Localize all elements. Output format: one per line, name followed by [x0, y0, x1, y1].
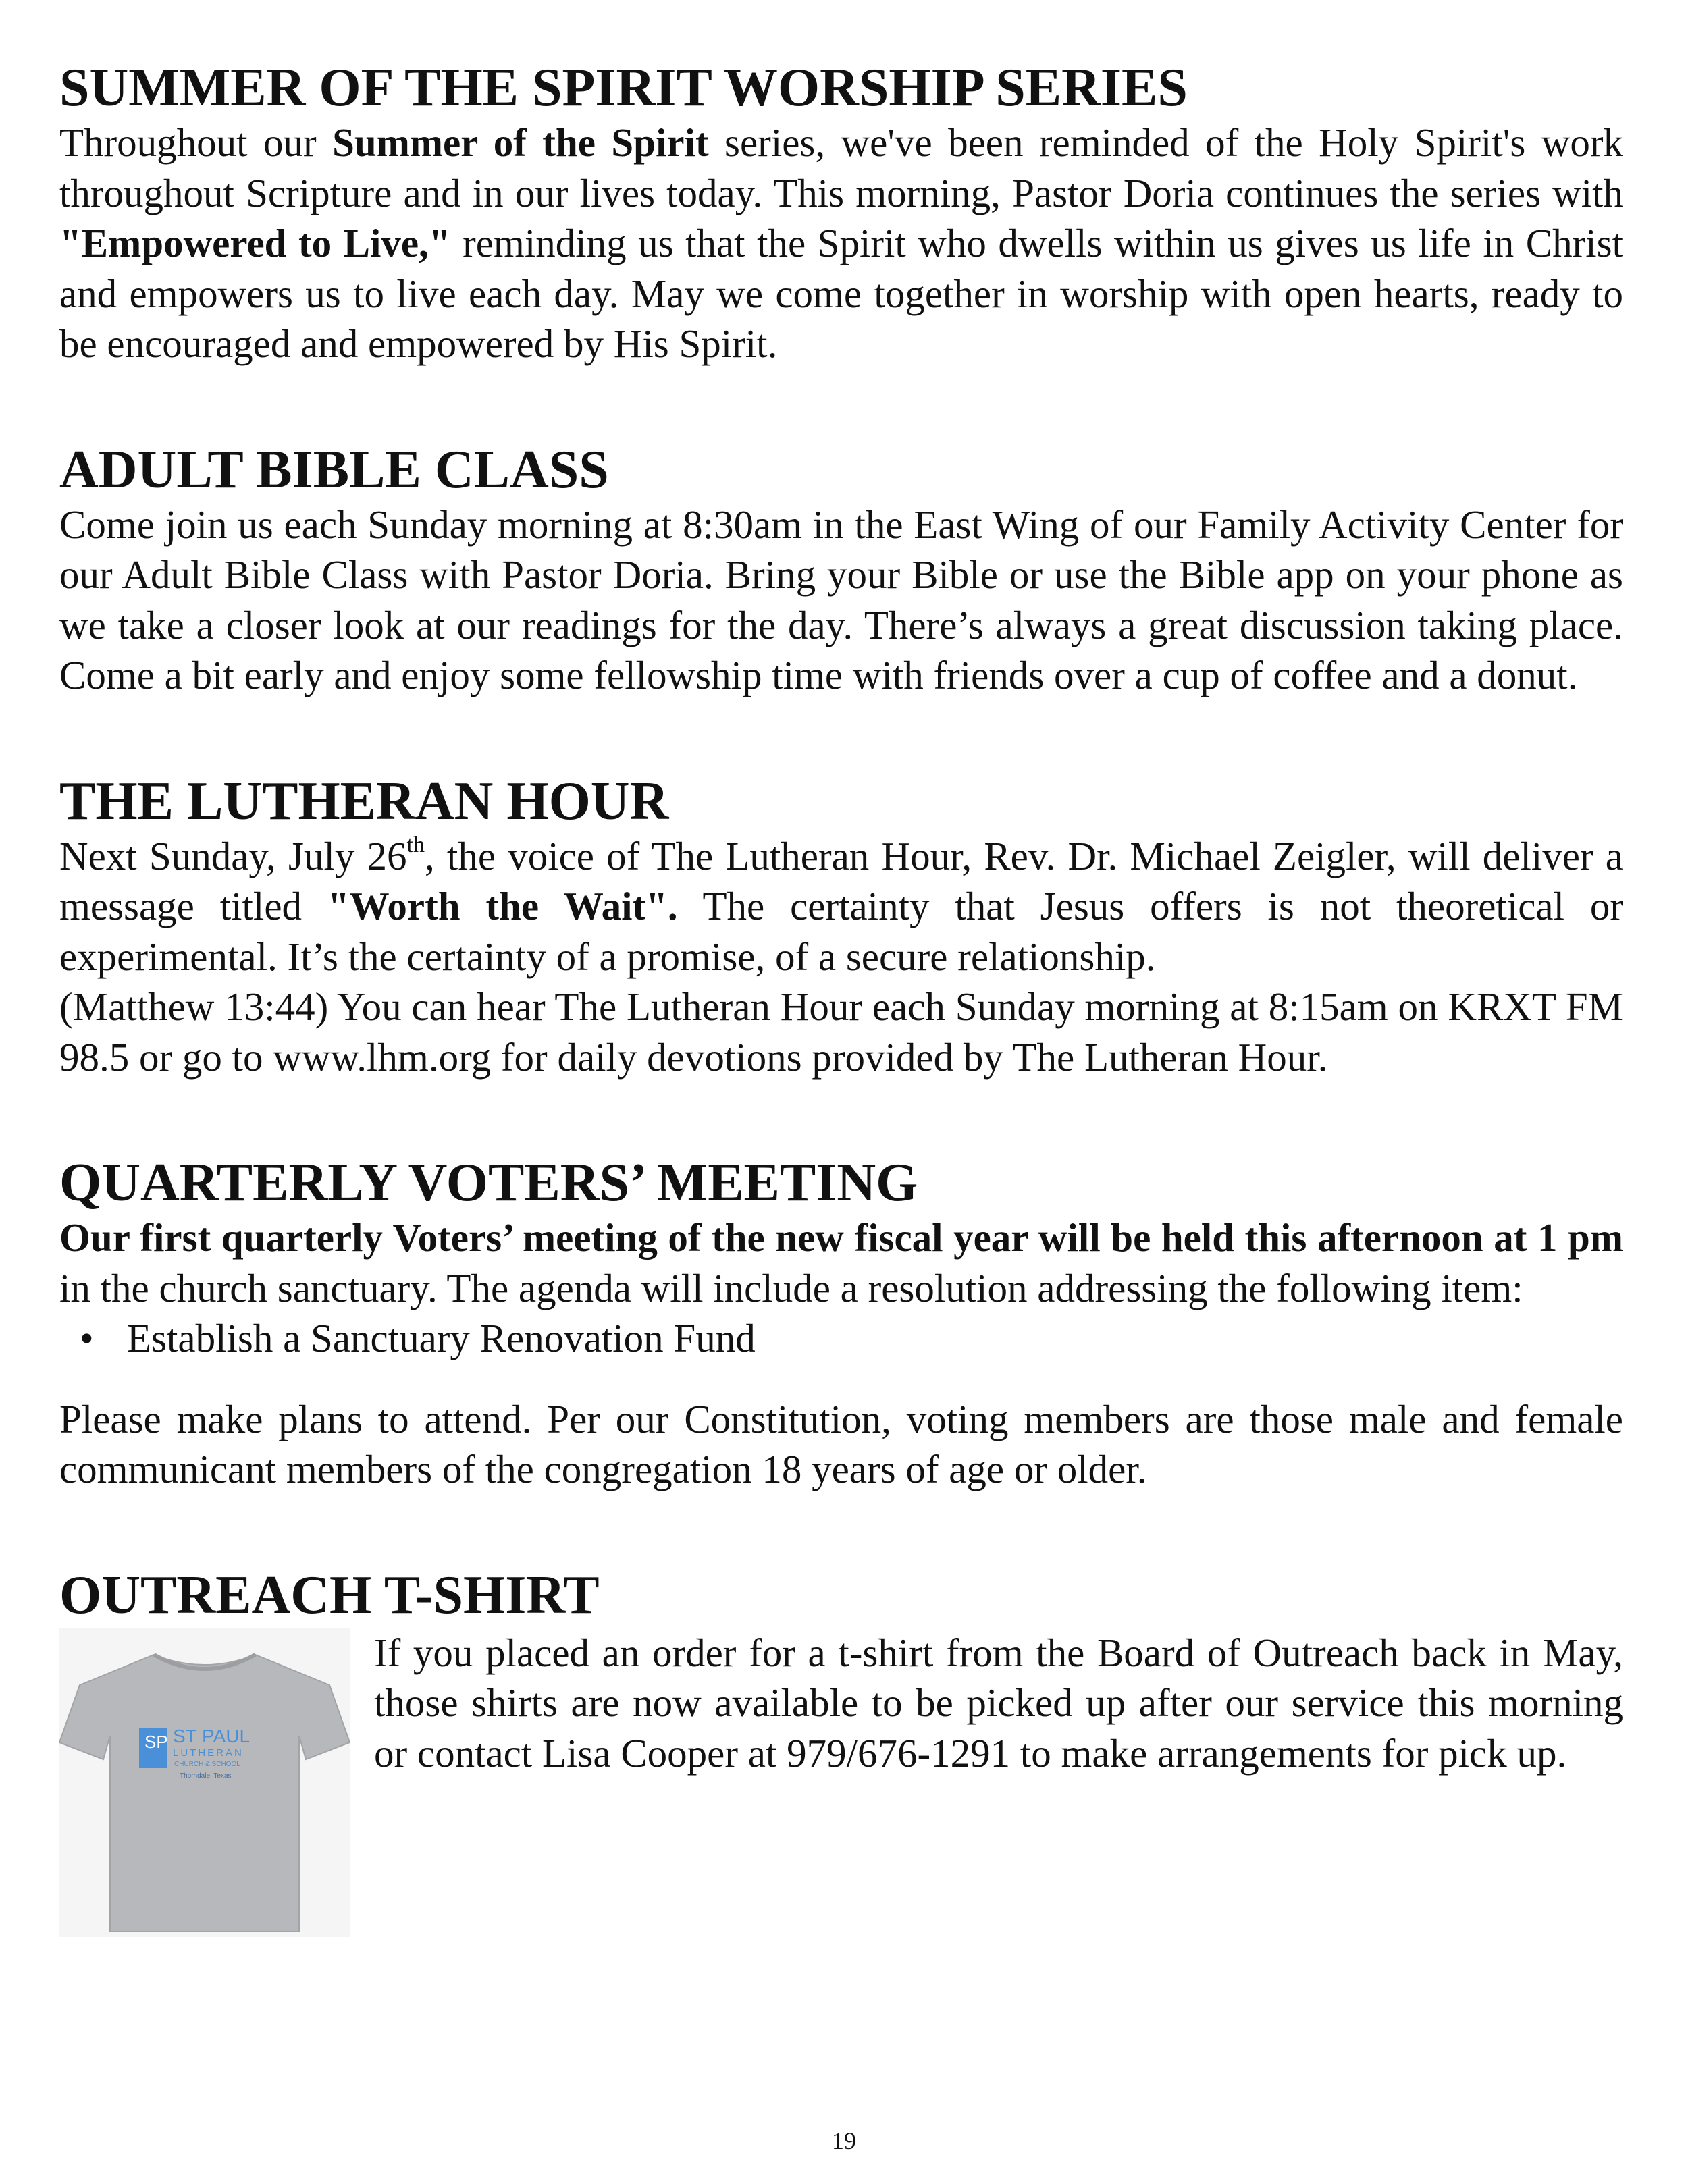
section-body	[59, 1213, 1623, 1313]
body-bold-text: "Empowered to Live,"	[59, 221, 451, 265]
body-text: Throughout our	[59, 120, 333, 165]
section-summer-of-the-spirit	[59, 58, 1623, 369]
logo-line: ST PAUL	[173, 1725, 250, 1747]
superscript: th	[406, 832, 425, 857]
section-title: SUMMER OF THE SPIRIT WORSHIP SERIES	[59, 58, 1188, 117]
body-text: , the voice of The Lutheran Hour, Rev. Dr. Michael Zeigler, will deliver a message titled	[59, 833, 1623, 928]
body-text: reminding us that the Spirit who dwells within us gives us life in Christ and empowers us to live each day. May we come together in worship with open hearts, ready to be encouraged and empowered by His Spirit.	[59, 221, 1623, 366]
tshirt-text-block	[374, 1628, 1623, 1779]
section-body: If you placed an order for a t-shirt from the Board of Outreach back in May, those shirts are now available to be picked up after our service this morning or contact Lisa Cooper at 979/676-1291 to make arrangements for pick up.	[374, 1630, 1623, 1776]
page-number: 19	[832, 2127, 856, 2154]
body-bold-text: Summer of the Spirit	[332, 120, 709, 165]
bullet-icon: •	[80, 1316, 94, 1360]
logo-line: Thorndale, Texas	[180, 1772, 232, 1780]
logo-letters: SP	[144, 1731, 168, 1752]
tshirt-image	[59, 1628, 350, 1937]
body-bold-text: Our first quarterly Voters’ meeting of the new fiscal year will be held this afternoon at 1 pm	[59, 1215, 1623, 1260]
section-body: Come join us each Sunday morning at 8:30am in the East Wing of our Family Activity Center for our Adult Bible Class with Pastor Doria. Bring your Bible or use the Bible app on your phone as we take a closer look at our readings for the day. There’s always a great discussion taking place. Come a bit early and enjoy some fellowship time with friends over a cup of coffee and a donut.	[59, 502, 1623, 697]
logo-line: LUTHERAN	[173, 1747, 244, 1759]
body-text: The certainty that Jesus offers is not theoretical or experimental. It’s the certainty of a promise, of a secure relationship.	[59, 884, 1624, 979]
section-outreach-tshirt	[59, 1566, 1623, 1937]
body-text: in the church sanctuary. The agenda will include a resolution addressing the following item:	[59, 1265, 1523, 1310]
list-item-text: Establish a Sanctuary Renovation Fund	[127, 1316, 756, 1360]
body-bold-text: "Worth the Wait".	[327, 884, 678, 928]
agenda-list	[59, 1313, 1623, 1364]
section-title: THE LUTHERAN HOUR	[59, 771, 669, 831]
section-title: OUTREACH T-SHIRT	[59, 1565, 600, 1625]
body-text: series, we've been reminded of the Holy Spirit's work throughout Scripture and in our lives today. This morning, Pastor Doria continues the series with	[59, 120, 1623, 215]
section-adult-bible-class	[59, 440, 1623, 701]
section-body	[59, 831, 1623, 982]
body-text: Next Sunday, July 26	[59, 833, 407, 878]
list-item	[80, 1313, 1623, 1364]
section-title: ADULT BIBLE CLASS	[59, 440, 609, 500]
section-lutheran-hour	[59, 772, 1623, 1083]
section-body	[59, 117, 1623, 369]
section-title: QUARTERLY VOTERS’ MEETING	[59, 1153, 918, 1213]
section-voters-meeting	[59, 1153, 1623, 1495]
newsletter-page	[59, 58, 1623, 1937]
tshirt-row	[59, 1628, 1623, 1937]
section-body: (Matthew 13:44) You can hear The Lutheran Hour each Sunday morning at 8:15am on KRXT FM 98.5 or go to www.lhm.org for daily devotions provided by The Lutheran Hour.	[59, 984, 1623, 1080]
logo-line: CHURCH & SCHOOL	[174, 1760, 240, 1768]
section-body: Please make plans to attend. Per our Constitution, voting members are those male and female communicant members of the congregation 18 years of age or older.	[59, 1396, 1623, 1491]
